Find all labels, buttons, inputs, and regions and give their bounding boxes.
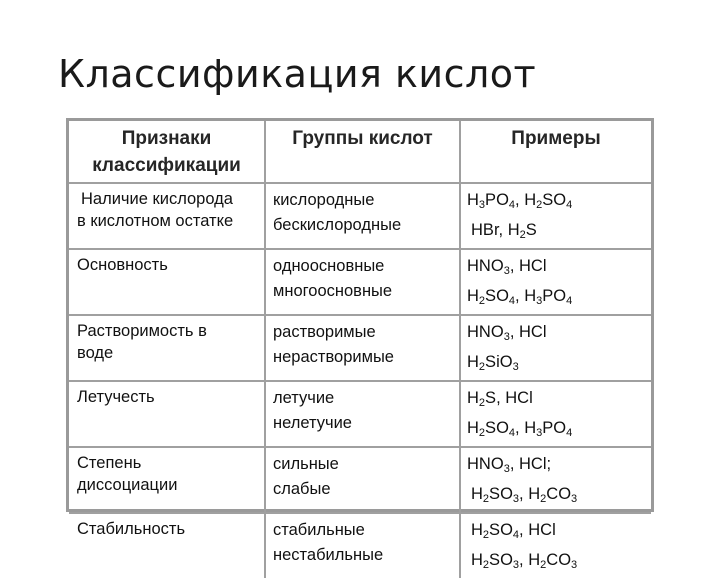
example-cell	[460, 183, 651, 249]
acid-classification-table-frame	[66, 118, 654, 571]
header-examples	[460, 121, 651, 183]
example-cell	[460, 249, 651, 315]
criteria-line: Стабильность	[77, 520, 186, 538]
group-cell	[265, 183, 460, 249]
table-row	[69, 447, 651, 513]
example-cell	[460, 381, 651, 447]
header-row	[69, 121, 651, 183]
example-formula: $H_2S$, HCl	[467, 389, 533, 409]
example-formula: $H_2SO_3$, $H_2CO_3$	[471, 551, 578, 571]
group-line: одноосновные	[273, 257, 385, 275]
criteria-line: Летучесть	[77, 388, 155, 406]
criteria-line: в кислотном остатке	[77, 212, 234, 230]
criteria-line: Степень	[77, 454, 142, 472]
example-formula: $H_2SO_3$, $H_2CO_3$	[471, 485, 578, 505]
table-row	[69, 315, 651, 381]
group-line: бескислородные	[273, 216, 402, 234]
criteria-line: Основность	[77, 256, 168, 274]
group-cell	[265, 447, 460, 513]
group-line: кислородные	[273, 191, 375, 209]
example-formula: $H_2SiO_3$	[467, 353, 519, 373]
criteria-cell	[69, 315, 265, 381]
header-examples-line: Примеры	[511, 128, 601, 149]
group-line: нелетучие	[273, 414, 352, 432]
example-formula: $H_2SO_4$, $H_3PO_4$	[467, 419, 573, 439]
example-formula: $H_2SO_4$, $H_3PO_4$	[467, 287, 573, 307]
group-line: стабильные	[273, 521, 365, 539]
group-cell	[265, 513, 460, 578]
slide-title: Классификация кислот	[58, 52, 537, 96]
criteria-line: диссоциации	[77, 476, 178, 494]
header-criteria-line: Признаки	[121, 128, 212, 149]
criteria-cell	[69, 249, 265, 315]
criteria-line: воде	[77, 344, 114, 362]
example-formula: $HNO_3$, HCl	[467, 323, 547, 343]
example-cell	[460, 513, 651, 578]
group-line: слабые	[273, 480, 331, 498]
header-criteria	[69, 121, 265, 183]
criteria-cell	[69, 513, 265, 578]
table-row	[69, 249, 651, 315]
example-formula: $HNO_3$, HCl;	[467, 455, 552, 475]
group-line: многоосновные	[273, 282, 393, 300]
example-formula: $HNO_3$, HCl	[467, 257, 547, 277]
criteria-line: Наличие кислорода	[81, 190, 233, 208]
group-line: нерастворимые	[273, 348, 394, 366]
header-groups	[265, 121, 460, 183]
example-formula: HBr, $H_2S$	[471, 221, 537, 241]
table-row	[69, 381, 651, 447]
criteria-cell	[69, 183, 265, 249]
criteria-cell	[69, 381, 265, 447]
group-line: сильные	[273, 455, 339, 473]
criteria-line: Растворимость в	[77, 322, 207, 340]
criteria-cell	[69, 447, 265, 513]
acid-classification-table	[69, 121, 651, 578]
table-row	[69, 513, 651, 578]
group-cell	[265, 381, 460, 447]
example-formula: $H_3PO_4$, $H_2SO_4$	[467, 191, 573, 211]
group-line: растворимые	[273, 323, 376, 341]
header-criteria-line: классификации	[92, 155, 241, 176]
group-cell	[265, 315, 460, 381]
table-row	[69, 183, 651, 249]
group-line: нестабильные	[273, 546, 384, 564]
header-groups-line: Группы кислот	[292, 128, 433, 149]
group-line: летучие	[273, 389, 335, 407]
example-formula: $H_2SO_4$, HCl	[471, 521, 556, 541]
example-cell	[460, 315, 651, 381]
group-cell	[265, 249, 460, 315]
example-cell	[460, 447, 651, 513]
